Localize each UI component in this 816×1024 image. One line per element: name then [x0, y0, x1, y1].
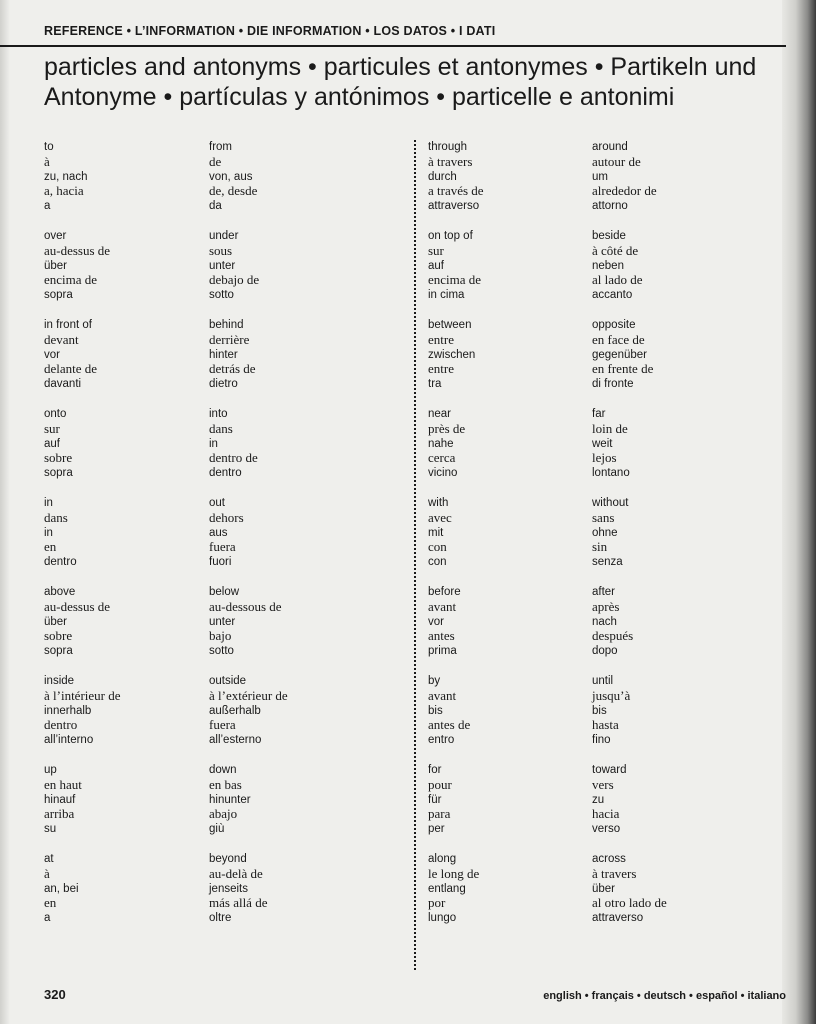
- word-spanish: antes: [428, 628, 455, 644]
- word-english: before: [428, 586, 461, 598]
- word-group: [44, 496, 204, 585]
- word-group: [428, 229, 588, 318]
- word-italian: attraverso: [428, 200, 480, 213]
- word-spanish: con: [428, 539, 447, 555]
- word-german: ohne: [592, 526, 618, 539]
- word-italian: all’interno: [44, 734, 94, 747]
- word-italian: sopra: [44, 289, 73, 302]
- word-italian: dietro: [209, 378, 238, 391]
- word-english: between: [428, 319, 472, 331]
- word-italian: su: [44, 823, 57, 836]
- word-english: down: [209, 764, 237, 776]
- word-french: en bas: [209, 776, 242, 792]
- word-group: [592, 674, 752, 763]
- word-group: [209, 674, 369, 763]
- word-spanish: encima de: [428, 272, 482, 288]
- word-spanish: cerca: [428, 450, 456, 466]
- word-group: [209, 852, 369, 941]
- word-german: vor: [44, 348, 60, 361]
- word-spanish: fuera: [209, 717, 236, 733]
- word-spanish: dentro: [44, 717, 78, 733]
- word-german: durch: [428, 170, 457, 183]
- word-french: avant: [428, 598, 457, 614]
- word-italian: dentro: [209, 467, 242, 480]
- word-spanish: por: [428, 895, 446, 911]
- word-german: bis: [592, 704, 607, 717]
- word-french: en face de: [592, 331, 645, 347]
- word-english: into: [209, 408, 228, 420]
- word-german: an, bei: [44, 882, 79, 895]
- word-french: avant: [428, 687, 457, 703]
- word-french: de: [209, 153, 222, 169]
- word-group: [44, 140, 204, 229]
- word-english: beside: [592, 230, 626, 242]
- word-english: far: [592, 408, 606, 420]
- word-english: through: [428, 141, 468, 153]
- word-spanish: en frente de: [592, 361, 654, 377]
- word-group: [592, 140, 752, 229]
- word-german: über: [44, 615, 68, 628]
- word-french: à travers: [428, 153, 473, 169]
- word-french: sur: [44, 420, 60, 436]
- word-german: in: [209, 437, 218, 450]
- word-german: in: [44, 526, 53, 539]
- word-german: nahe: [428, 437, 454, 450]
- word-column-3: [428, 140, 588, 941]
- word-group: [209, 763, 369, 852]
- word-group: [209, 140, 369, 229]
- word-group: [428, 496, 588, 585]
- word-italian: vicino: [428, 467, 458, 480]
- language-legend: english • français • deutsch • español • italiano: [543, 990, 786, 1002]
- word-group: [209, 318, 369, 407]
- word-german: auf: [428, 259, 444, 272]
- word-group: [44, 318, 204, 407]
- word-english: without: [592, 497, 629, 509]
- word-german: unter: [209, 615, 236, 628]
- word-french: sous: [209, 242, 233, 258]
- word-french: loin de: [592, 420, 628, 436]
- word-group: [428, 852, 588, 941]
- word-italian: lungo: [428, 912, 457, 925]
- word-english: at: [44, 853, 54, 865]
- word-german: bis: [428, 704, 443, 717]
- word-spanish: arriba: [44, 806, 75, 822]
- word-spanish: en: [44, 539, 57, 555]
- word-german: gegenüber: [592, 348, 647, 361]
- word-group: [44, 674, 204, 763]
- word-french: à: [44, 865, 50, 881]
- word-spanish: debajo de: [209, 272, 260, 288]
- word-german: außerhalb: [209, 704, 261, 717]
- word-spanish: de, desde: [209, 183, 258, 199]
- word-italian: all’esterno: [209, 734, 262, 747]
- word-french: sur: [428, 242, 444, 258]
- word-german: für: [428, 793, 442, 806]
- word-group: [592, 852, 752, 941]
- word-german: aus: [209, 526, 228, 539]
- word-german: zwischen: [428, 348, 476, 361]
- word-german: mit: [428, 526, 444, 539]
- word-german: auf: [44, 437, 60, 450]
- word-german: weit: [592, 437, 613, 450]
- word-german: innerhalb: [44, 704, 92, 717]
- word-group: [428, 763, 588, 852]
- word-italian: sopra: [44, 645, 73, 658]
- word-english: across: [592, 853, 626, 865]
- word-italian: sopra: [44, 467, 73, 480]
- word-german: hinauf: [44, 793, 76, 806]
- word-group: [592, 763, 752, 852]
- word-english: behind: [209, 319, 244, 331]
- word-column-4: [592, 140, 752, 941]
- word-italian: oltre: [209, 912, 232, 925]
- word-spanish: detrás de: [209, 361, 256, 377]
- word-group: [44, 763, 204, 852]
- word-italian: da: [209, 200, 222, 213]
- word-group: [428, 585, 588, 674]
- word-english: on top of: [428, 230, 473, 242]
- word-french: jusqu’à: [592, 687, 631, 703]
- word-english: along: [428, 853, 457, 865]
- word-italian: attorno: [592, 200, 628, 213]
- word-spanish: sin: [592, 539, 608, 555]
- word-spanish: al lado de: [592, 272, 643, 288]
- word-column-1: [44, 140, 204, 941]
- word-spanish: encima de: [44, 272, 98, 288]
- word-italian: sotto: [209, 645, 234, 658]
- word-italian: prima: [428, 645, 457, 658]
- word-english: below: [209, 586, 240, 598]
- word-french: en haut: [44, 776, 82, 792]
- word-italian: per: [428, 823, 445, 836]
- word-german: nach: [592, 615, 617, 628]
- word-english: until: [592, 675, 614, 687]
- word-french: à l’extérieur de: [209, 687, 288, 703]
- word-italian: dopo: [592, 645, 618, 658]
- word-italian: entro: [428, 734, 455, 747]
- column-divider: [414, 140, 416, 970]
- word-italian: a: [44, 200, 51, 213]
- word-french: au-dessous de: [209, 598, 282, 614]
- word-spanish: hacia: [592, 806, 620, 822]
- word-english: under: [209, 230, 239, 242]
- word-french: devant: [44, 331, 79, 347]
- header-rule: [0, 45, 786, 47]
- word-german: hinter: [209, 348, 238, 361]
- page-edge: [782, 0, 816, 1024]
- word-english: after: [592, 586, 616, 598]
- word-english: around: [592, 141, 628, 153]
- word-french: vers: [592, 776, 614, 792]
- word-spanish: para: [428, 806, 451, 822]
- word-english: in front of: [44, 319, 92, 331]
- word-english: near: [428, 408, 452, 420]
- word-german: vor: [428, 615, 444, 628]
- word-spanish: lejos: [592, 450, 617, 466]
- word-spanish: entre: [428, 361, 454, 377]
- word-italian: accanto: [592, 289, 633, 302]
- word-group: [428, 407, 588, 496]
- word-group: [44, 585, 204, 674]
- word-group: [209, 585, 369, 674]
- word-english: inside: [44, 675, 75, 687]
- word-group: [428, 140, 588, 229]
- word-english: onto: [44, 408, 67, 420]
- word-french: au-dessus de: [44, 242, 111, 258]
- word-italian: in cima: [428, 289, 465, 302]
- word-italian: tra: [428, 378, 442, 391]
- word-german: um: [592, 170, 608, 183]
- page-number: 320: [44, 987, 66, 1002]
- word-spanish: dentro de: [209, 450, 258, 466]
- word-french: à l’intérieur de: [44, 687, 121, 703]
- page-gutter-shadow: [0, 0, 10, 1024]
- word-french: au-delà de: [209, 865, 263, 881]
- word-french: pour: [428, 776, 452, 792]
- running-header: REFERENCE • L’INFORMATION • DIE INFORMATION • LOS DATOS • I DATI: [44, 24, 496, 38]
- word-english: with: [428, 497, 449, 509]
- word-italian: davanti: [44, 378, 82, 391]
- word-english: up: [44, 764, 57, 776]
- word-german: von, aus: [209, 170, 253, 183]
- word-spanish: hasta: [592, 717, 619, 733]
- word-english: by: [428, 675, 441, 687]
- word-german: zu, nach: [44, 170, 88, 183]
- word-spanish: alrededor de: [592, 183, 657, 199]
- word-french: avec: [428, 509, 452, 525]
- word-italian: fuori: [209, 556, 232, 569]
- word-french: après: [592, 598, 620, 614]
- word-italian: di fronte: [592, 378, 634, 391]
- word-german: hinunter: [209, 793, 251, 806]
- word-italian: fino: [592, 734, 611, 747]
- word-french: à: [44, 153, 50, 169]
- word-italian: a: [44, 912, 51, 925]
- word-italian: sotto: [209, 289, 234, 302]
- word-german: über: [44, 259, 68, 272]
- page-title-line-1: particles and antonyms • particules et antonymes • Partikeln und: [44, 53, 757, 81]
- word-french: dans: [209, 420, 233, 436]
- word-spanish: sobre: [44, 628, 73, 644]
- word-group: [209, 407, 369, 496]
- word-english: in: [44, 497, 53, 509]
- word-english: toward: [592, 764, 627, 776]
- word-spanish: delante de: [44, 361, 98, 377]
- word-italian: con: [428, 556, 447, 569]
- page-title-line-2: Antonyme • partículas y antónimos • particelle e antonimi: [44, 83, 675, 111]
- word-spanish: abajo: [209, 806, 238, 822]
- word-italian: verso: [592, 823, 621, 836]
- word-english: to: [44, 141, 54, 153]
- word-column-2: [209, 140, 369, 941]
- word-french: près de: [428, 420, 466, 436]
- word-english: outside: [209, 675, 247, 687]
- word-french: à côté de: [592, 242, 639, 258]
- word-english: beyond: [209, 853, 247, 865]
- word-group: [209, 229, 369, 318]
- word-italian: dentro: [44, 556, 77, 569]
- word-french: sans: [592, 509, 615, 525]
- word-english: from: [209, 141, 232, 153]
- word-english: opposite: [592, 319, 636, 331]
- word-group: [592, 407, 752, 496]
- word-german: jenseits: [209, 882, 248, 895]
- word-german: neben: [592, 259, 624, 272]
- word-spanish: a través de: [428, 183, 484, 199]
- word-italian: lontano: [592, 467, 630, 480]
- word-french: dans: [44, 509, 68, 525]
- word-german: entlang: [428, 882, 466, 895]
- word-spanish: más allá de: [209, 895, 268, 911]
- word-english: above: [44, 586, 76, 598]
- page-title: [44, 52, 784, 112]
- word-group: [592, 318, 752, 407]
- word-group: [44, 407, 204, 496]
- word-spanish: fuera: [209, 539, 236, 555]
- word-spanish: sobre: [44, 450, 73, 466]
- word-spanish: antes de: [428, 717, 471, 733]
- word-french: entre: [428, 331, 454, 347]
- word-group: [209, 496, 369, 585]
- word-english: over: [44, 230, 67, 242]
- word-group: [592, 496, 752, 585]
- word-french: à travers: [592, 865, 637, 881]
- word-spanish: a, hacia: [44, 183, 84, 199]
- word-spanish: en: [44, 895, 57, 911]
- word-group: [44, 852, 204, 941]
- word-french: au-dessus de: [44, 598, 111, 614]
- word-italian: attraverso: [592, 912, 644, 925]
- word-french: autour de: [592, 153, 641, 169]
- word-spanish: bajo: [209, 628, 232, 644]
- word-group: [428, 674, 588, 763]
- word-french: le long de: [428, 865, 480, 881]
- word-french: dehors: [209, 509, 244, 525]
- word-italian: giù: [209, 823, 225, 836]
- word-group: [428, 318, 588, 407]
- word-group: [44, 229, 204, 318]
- word-german: über: [592, 882, 616, 895]
- word-german: zu: [592, 793, 605, 806]
- word-group: [592, 585, 752, 674]
- word-group: [592, 229, 752, 318]
- word-italian: senza: [592, 556, 623, 569]
- word-spanish: después: [592, 628, 634, 644]
- word-french: derrière: [209, 331, 250, 347]
- word-english: out: [209, 497, 225, 509]
- word-german: unter: [209, 259, 236, 272]
- word-spanish: al otro lado de: [592, 895, 667, 911]
- word-english: for: [428, 764, 442, 776]
